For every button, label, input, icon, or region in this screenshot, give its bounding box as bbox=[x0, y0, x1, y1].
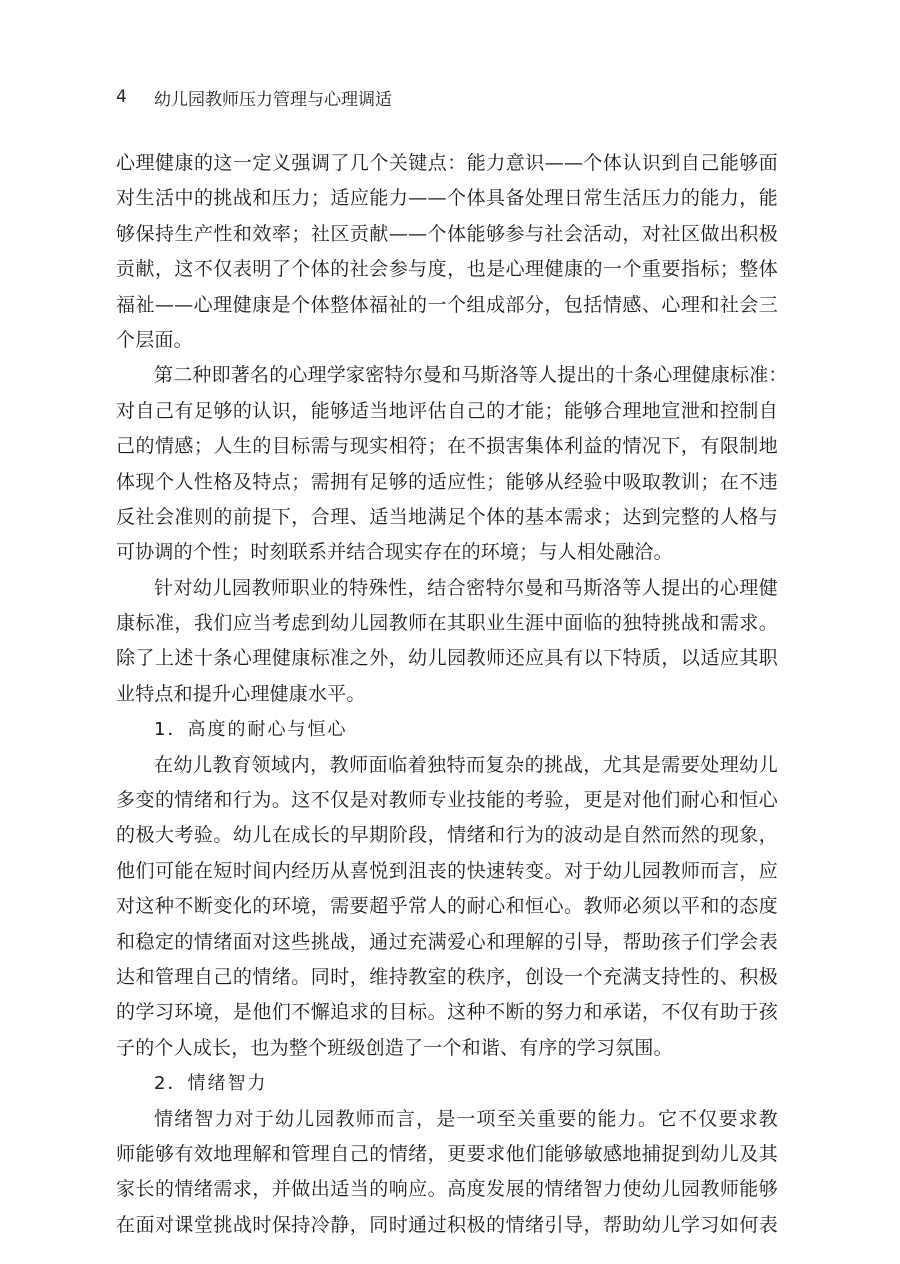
text-line: 师能够有效地理解和管理自己的情绪，更要求他们能够敏感地捕捉到幼儿及其 bbox=[116, 1142, 778, 1165]
text-line: 反社会准则的前提下，合理、适当地满足个体的基本需求；达到完整的人格与 bbox=[116, 505, 778, 528]
text-line: 可协调的个性；时刻联系并结合现实存在的环境；与人相处融洽。 bbox=[116, 541, 673, 564]
text-line: 家长的情绪需求，并做出适当的响应。高度发展的情绪智力使幼儿园教师能够 bbox=[116, 1178, 778, 1201]
text-line: 除了上述十条心理健康标准之外，幼儿园教师还应具有以下特质，以适应其职 bbox=[116, 647, 778, 670]
text-line: 第二种即著名的心理学家密特尔曼和马斯洛等人提出的十条心理健康标准： bbox=[154, 364, 788, 387]
text-line: 贡献，这不仅表明了个体的社会参与度，也是心理健康的一个重要指标；整体 bbox=[116, 258, 778, 281]
text-line: 康标准，我们应当考虑到幼儿园教师在其职业生涯中面临的独特挑战和需求。 bbox=[116, 612, 778, 635]
text-line: 对生活中的挑战和压力；适应能力——个体具备处理日常生活压力的能力，能 bbox=[116, 187, 778, 210]
running-header bbox=[116, 82, 392, 112]
text-line: 多变的情绪和行为。这不仅是对教师专业技能的考验，更是对他们耐心和恒心 bbox=[116, 789, 778, 812]
text-line: 对这种不断变化的环境，需要超乎常人的耐心和恒心。教师必须以平和的态度 bbox=[116, 895, 778, 918]
text-line: 业特点和提升心理健康水平。 bbox=[116, 682, 366, 705]
text-line: 福祉——心理健康是个体整体福祉的一个组成部分，包括情感、心理和社会三 bbox=[116, 293, 778, 316]
text-line: 心理健康的这一定义强调了几个关键点：能力意识——个体认识到自己能够面 bbox=[116, 152, 778, 174]
text-line: 达和管理自己的情绪。同时，维持教室的秩序，创设一个充满支持性的、积极 bbox=[116, 965, 778, 988]
text-line: 和稳定的情绪面对这些挑战，通过充满爱心和理解的引导，帮助孩子们学会表 bbox=[116, 930, 778, 953]
page-number: 4 bbox=[116, 87, 127, 107]
body-text bbox=[116, 146, 788, 1243]
text-line: 在幼儿教育领域内，教师面临着独特而复杂的挑战，尤其是需要处理幼儿 bbox=[154, 753, 778, 776]
text-line: 够保持生产性和效率；社区贡献——个体能够参与社会活动，对社区做出积极 bbox=[116, 222, 778, 245]
text-line: 他们可能在短时间内经历从喜悦到沮丧的快速转变。对于幼儿园教师而言，应 bbox=[116, 859, 778, 882]
text-line: 在面对课堂挑战时保持冷静，同时通过积极的情绪引导，帮助幼儿学习如何表 bbox=[116, 1213, 778, 1236]
text-line: 子的个人成长，也为整个班级创造了一个和谐、有序的学习氛围。 bbox=[116, 1036, 673, 1059]
section-heading: 1．高度的耐心与恒心 bbox=[154, 719, 348, 741]
text-line: 对自己有足够的认识，能够适当地评估自己的才能；能够合理地宣泄和控制自 bbox=[116, 399, 778, 422]
text-line: 的极大考验。幼儿在成长的早期阶段，情绪和行为的波动是自然而然的现象， bbox=[116, 824, 778, 847]
text-line: 个层面。 bbox=[116, 328, 193, 351]
text-line: 的学习环境，是他们不懈追求的目标。这种不断的努力和承诺，不仅有助于孩 bbox=[116, 1001, 778, 1024]
text-line: 情绪智力对于幼儿园教师而言，是一项至关重要的能力。它不仅要求教 bbox=[154, 1107, 778, 1130]
section-heading: 2．情绪智力 bbox=[154, 1073, 268, 1095]
text-line: 己的情感；人生的目标需与现实相符；在不损害集体利益的情况下，有限制地 bbox=[116, 435, 778, 458]
book-title: 幼儿园教师压力管理与心理调适 bbox=[154, 89, 392, 110]
text-line: 针对幼儿园教师职业的特殊性，结合密特尔曼和马斯洛等人提出的心理健 bbox=[154, 576, 778, 599]
text-line: 体现个人性格及特点；需拥有足够的适应性；能够从经验中吸取教训；在不违 bbox=[116, 470, 778, 493]
